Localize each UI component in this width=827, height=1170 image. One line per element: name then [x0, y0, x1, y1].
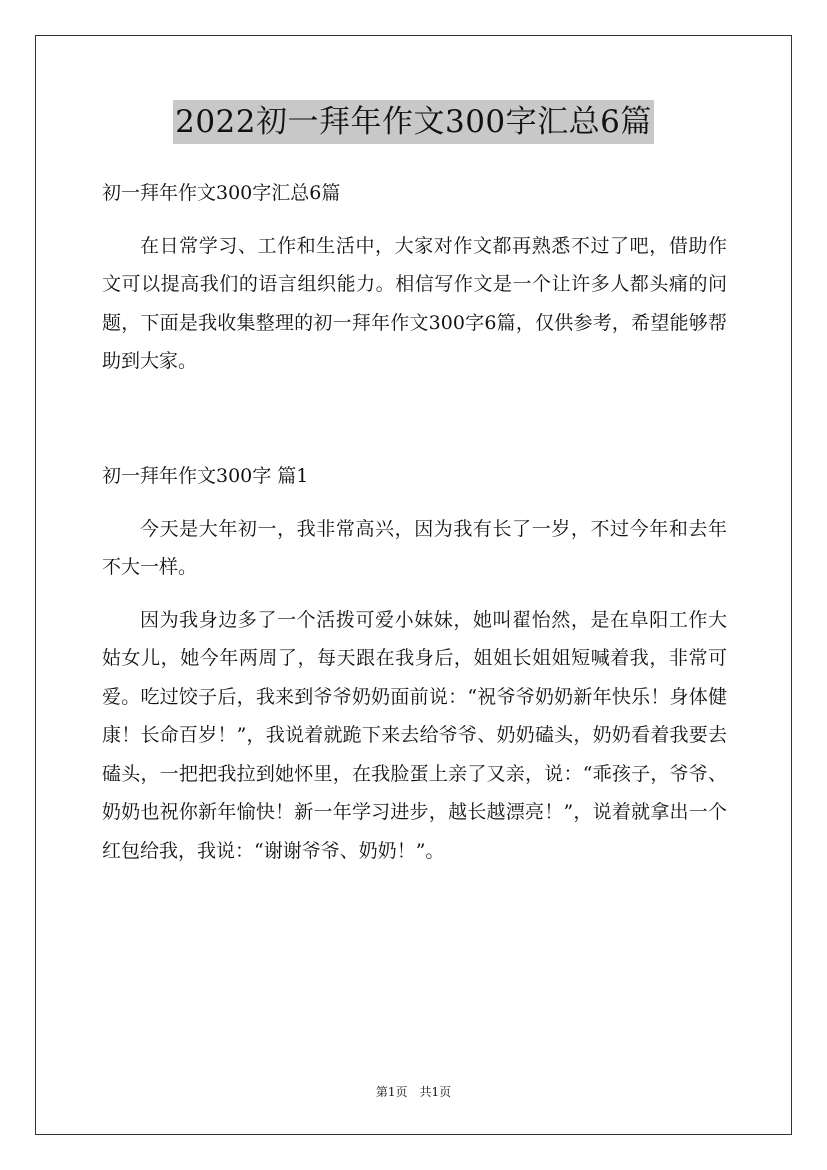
- section-heading: 初一拜年作文300字 篇1: [102, 465, 309, 487]
- body-paragraph-1: 今天是大年初一，我非常高兴，因为我有长了一岁，不过今年和去年不大一样。: [102, 517, 727, 578]
- page-footer: 第1页 共1页: [375, 1085, 452, 1099]
- document-title: 2022初一拜年作文300字汇总6篇: [173, 100, 654, 144]
- body-paragraph-2: 因为我身边多了一个活拨可爱小妹妹，她叫翟怡然，是在阜阳工作大姑女儿，她今年两周了，每天跟在我身后，姐姐长姐姐短喊着我，非常可爱。吃过饺子后，我来到爷爷奶奶面前说：“祝爷爷奶奶新年快乐！身体健康！长命百岁！”，我说着就跪下来去给爷爷、奶奶磕头，奶奶看着我要去磕头，一把把我拉到她怀里，在我脸蛋上亲了又亲，说：“乖孩子，爷爷、奶奶也祝你新年愉快！新一年学习进步，越长越漂亮！”，说着就拿出一个红包给我，我说：“谢谢爷爷、奶奶！”。: [102, 608, 727, 862]
- title-container: [0, 100, 827, 144]
- intro-paragraph: 在日常学习、工作和生活中，大家对作文都再熟悉不过了吧，借助作文可以提高我们的语言组织能力。相信写作文是一个让许多人都头痛的问题，下面是我收集整理的初一拜年作文300字6篇，仅供参考，希望能够帮助到大家。: [102, 234, 727, 372]
- document-body: [102, 174, 727, 870]
- document-subtitle: 初一拜年作文300字汇总6篇: [102, 182, 341, 204]
